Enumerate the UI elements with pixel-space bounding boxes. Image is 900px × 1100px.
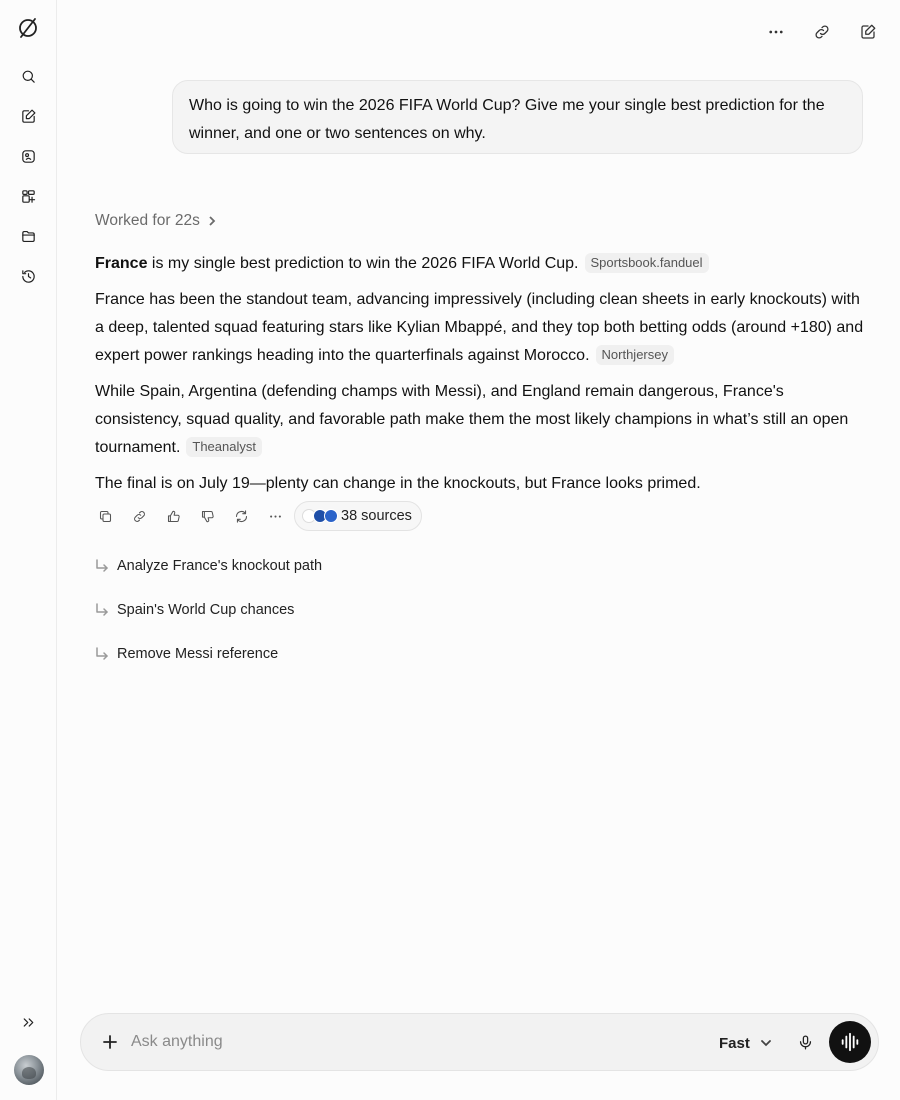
thumbs-up-icon[interactable] [156,500,190,532]
reply-arrow-icon [95,559,109,573]
suggestion-label: Spain's World Cup chances [117,602,295,618]
sources-button[interactable] [294,501,422,531]
edit-icon[interactable] [854,18,882,46]
grid-plus-icon[interactable] [14,182,42,210]
answer-highlight: France [95,255,148,272]
waveform-icon [839,1031,861,1053]
citation-chip[interactable]: Northjersey [596,345,674,365]
answer-text: France has been the standout team, advancing impressively (including clean sheets in early knockouts) with a deep, talented squad featuring stars like Kylian Mbappé, and they top both betting odds (around +180) and expert power rankings heading into the quarterfinals against Morocco. [95,291,864,364]
chevron-right-icon [206,215,218,227]
microphone-icon[interactable] [794,1031,816,1053]
chevron-down-icon [760,1037,772,1049]
chevrons-right-icon[interactable] [14,1008,42,1036]
mode-label: Fast [719,1034,750,1052]
answer-text: While Spain, Argentina (defending champs with Messi), and England remain dangerous, France's consistency, squad quality, and favorable path make them the most likely champions in what’s still an open tournament. [95,383,849,456]
ask-input[interactable] [131,1028,691,1056]
answer-text: The final is on July 19—plenty can change in the knockouts, but France looks primed. [95,475,701,492]
image-icon[interactable] [14,142,42,170]
logo-icon[interactable] [14,14,42,42]
sources-label: 38 sources [341,508,412,524]
worked-for-toggle[interactable] [95,212,218,230]
answer-paragraph-3 [95,378,865,462]
assistant-answer [95,250,865,506]
worked-for-label: Worked for 22s [95,212,200,229]
citation-chip[interactable]: Theanalyst [186,437,262,457]
reply-arrow-icon [95,647,109,661]
answer-text: is my single best prediction to win the 2026 FIFA World Cup. [147,255,579,272]
answer-paragraph-2 [95,286,865,370]
folder-icon[interactable] [14,222,42,250]
suggestion-label: Remove Messi reference [117,646,279,662]
avatar[interactable] [14,1055,44,1085]
thumbs-down-icon[interactable] [190,500,224,532]
share-link-icon[interactable] [122,500,156,532]
sidebar [0,0,57,1100]
search-icon[interactable] [14,62,42,90]
suggestion-item[interactable] [95,558,322,574]
citation-chip[interactable]: Sportsbook.fanduel [585,253,709,273]
history-icon[interactable] [14,262,42,290]
suggestion-item[interactable] [95,602,294,618]
link-icon[interactable] [808,18,836,46]
new-chat-icon[interactable] [14,102,42,130]
source-favicon [324,509,338,523]
message-actions [88,500,422,532]
user-message: Who is going to win the 2026 FIFA World Cup? Give me your single best prediction for the winner, and one or two sentences on why. [172,80,863,154]
answer-paragraph-4 [95,470,865,498]
copy-icon[interactable] [88,500,122,532]
more-icon[interactable] [762,18,790,46]
model-mode-select[interactable] [719,1030,772,1056]
answer-paragraph-1 [95,250,865,278]
reply-arrow-icon [95,603,109,617]
suggestion-item[interactable] [95,646,278,662]
voice-mode-button[interactable] [829,1021,871,1063]
regenerate-icon[interactable] [224,500,258,532]
plus-icon[interactable] [99,1031,121,1053]
composer [80,1013,879,1071]
source-favicons [302,509,335,523]
more-actions-icon[interactable] [258,500,292,532]
suggestion-label: Analyze France's knockout path [117,558,323,574]
